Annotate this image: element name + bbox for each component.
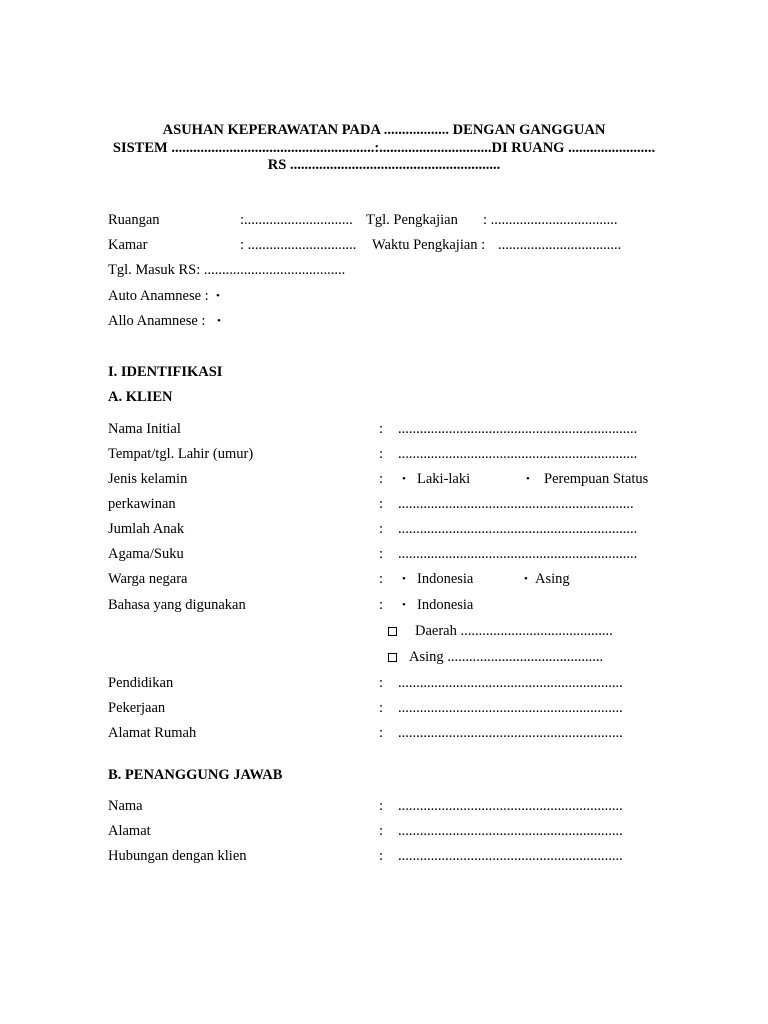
daerah-checkbox-icon[interactable]	[388, 625, 397, 640]
ruangan-label: Ruangan	[108, 212, 160, 228]
colon: :	[379, 471, 384, 487]
allo-anamnese-bullet-icon[interactable]: •	[217, 315, 221, 327]
section-identifikasi-heading: I. IDENTIFIKASI	[108, 364, 223, 380]
perkawinan-label: perkawinan	[108, 496, 176, 512]
pj-nama-label: Nama	[108, 798, 143, 814]
auto-anamnese-label: Auto Anamnese :	[108, 288, 209, 304]
colon: :	[379, 496, 384, 512]
perkawinan-field[interactable]: .................................................................	[398, 496, 634, 512]
asing-checkbox-icon[interactable]	[388, 651, 397, 666]
pj-hubungan-label: Hubungan dengan klien	[108, 848, 247, 864]
penanggung-jawab-heading: B. PENANGGUNG JAWAB	[108, 767, 283, 783]
perempuan-option[interactable]: Perempuan Status	[544, 471, 649, 487]
nama-initial-label: Nama Initial	[108, 421, 181, 437]
bahasa-asing-option[interactable]: Asing ...........................................	[409, 649, 604, 665]
colon: :	[379, 798, 384, 814]
tempat-lahir-label: Tempat/tgl. Lahir (umur)	[108, 446, 254, 462]
colon: :	[379, 521, 384, 537]
jumlah-anak-field[interactable]: ..................................................................	[398, 521, 638, 537]
kamar-label: Kamar	[108, 237, 148, 253]
jumlah-anak-label: Jumlah Anak	[108, 521, 185, 537]
kamar-field[interactable]: : ..............................	[240, 237, 357, 253]
laki-laki-option[interactable]: Laki-laki	[417, 471, 471, 487]
asing-bullet-icon[interactable]: •	[524, 573, 528, 585]
tgl-pengkajian-label: Tgl. Pengkajian	[366, 212, 458, 228]
waktu-pengkajian-label: Waktu Pengkajian :	[372, 237, 486, 253]
klien-heading: A. KLIEN	[108, 389, 173, 405]
pendidikan-field[interactable]: ..............................................................	[398, 675, 623, 691]
bahasa-indonesia-bullet-icon[interactable]: •	[402, 599, 406, 611]
pendidikan-label: Pendidikan	[108, 675, 174, 691]
pj-hubungan-field[interactable]: ..............................................................	[398, 848, 623, 864]
pekerjaan-field[interactable]: ..............................................................	[398, 700, 623, 716]
daerah-option[interactable]: Daerah ..........................................	[415, 623, 613, 639]
colon: :	[379, 446, 384, 462]
colon: :	[379, 421, 384, 437]
indonesia-bullet-icon[interactable]: •	[402, 573, 406, 585]
colon: :	[379, 823, 384, 839]
nama-initial-field[interactable]: ..................................................................	[398, 421, 638, 437]
waktu-pengkajian-field[interactable]: ..................................	[498, 237, 622, 253]
bahasa-label: Bahasa yang digunakan	[108, 597, 246, 613]
allo-anamnese-label: Allo Anamnese :	[108, 313, 206, 329]
colon: :	[379, 725, 384, 741]
title-line-3: RS ..........................................................	[267, 157, 501, 173]
title-line-1: ASUHAN KEPERAWATAN PADA .................. DENGAN GANGGUAN	[162, 122, 606, 138]
colon: :	[379, 597, 384, 613]
asing-option[interactable]: Asing	[535, 571, 570, 587]
colon: :	[379, 571, 384, 587]
tgl-pengkajian-field[interactable]: : ...................................	[483, 212, 618, 228]
ruangan-field[interactable]: :..............................	[240, 212, 353, 228]
colon: :	[379, 700, 384, 716]
pj-nama-field[interactable]: ..............................................................	[398, 798, 623, 814]
perempuan-bullet-icon[interactable]: •	[526, 473, 530, 485]
tempat-lahir-field[interactable]: ..................................................................	[398, 446, 638, 462]
laki-laki-bullet-icon[interactable]: •	[402, 473, 406, 485]
bahasa-indonesia-option[interactable]: Indonesia	[417, 597, 474, 613]
pj-alamat-field[interactable]: ..............................................................	[398, 823, 623, 839]
jenis-kelamin-label: Jenis kelamin	[108, 471, 188, 487]
tgl-masuk-field[interactable]: Tgl. Masuk RS: .......................................	[108, 262, 346, 278]
indonesia-option[interactable]: Indonesia	[417, 571, 474, 587]
warga-negara-label: Warga negara	[108, 571, 188, 587]
agama-suku-label: Agama/Suku	[108, 546, 184, 562]
agama-suku-field[interactable]: ..................................................................	[398, 546, 638, 562]
pekerjaan-label: Pekerjaan	[108, 700, 166, 716]
colon: :	[379, 675, 384, 691]
alamat-rumah-field[interactable]: ..............................................................	[398, 725, 623, 741]
colon: :	[379, 848, 384, 864]
auto-anamnese-bullet-icon[interactable]: •	[216, 290, 220, 302]
alamat-rumah-label: Alamat Rumah	[108, 725, 197, 741]
colon: :	[379, 546, 384, 562]
pj-alamat-label: Alamat	[108, 823, 151, 839]
title-line-2: SISTEM ........................................................:...............................DI RUANG ........................	[112, 140, 656, 156]
